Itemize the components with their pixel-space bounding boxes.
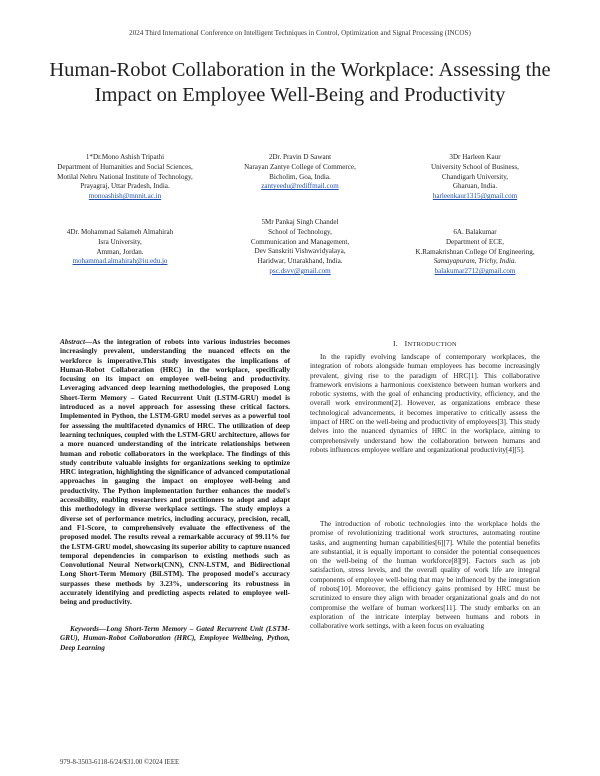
author-4 <box>25 228 215 267</box>
author-affiliation: Chandigarh University, <box>441 172 509 181</box>
section-number: I. <box>393 339 399 348</box>
abstract-text: As the integration of robots into various industries becomes increasingly prevalent, understanding the nuanced effects on the workforce is imperative.This study investigates the implications of Human-Robot Collaboration (HRC) in the workplace, specifically focusing on its impact on employee well-being and productivity. Leveraging advanced deep learning methodologies, the proposed Long Short-Term Memory – Gated Recurrent Unit (LSTM-GRU) model is introduced as a novel approach for assessing these critical factors. Implemented in Python, the LSTM-GRU model serves as a powerful tool for assessing the multifaceted dynamics of HRC. The utilization of deep learning techniques, coupled with the LSTM-GRU architecture, allows for a more nuanced understanding of the intricate relationships between human and robotic collaborators in the workplace. The findings of this study contribute valuable insights for organizations seeking to optimize HRC integration, highlighting the significance of advanced computational approaches in gauging the impact on employee well-being and productivity. The Python implementation further enhances the model's accessibility, enabling researchers and practitioners to adopt and adapt this methodology in diverse workplace settings. The study employs a diverse set of performance metrics, including accuracy, precision, recall, and F1-Score, to comprehensively evaluate the effectiveness of the proposed model. The results reveal a remarkable accuracy of 99.11% for the LSTM-GRU model, showcasing its superior ability to capture nuanced temporal dependencies in comparison to existing methods such as Convolutional Neural Network(CNN), CNN-LSTM, and Bidirectional Long Short-Term Memory (BiLSTM). The proposed model's accuracy surpasses these methods by 3.23%, underscoring its robustness in accurately identifying and predicting aspects related to employee well-being and productivity. <box>60 338 290 607</box>
author-affiliation: Bicholim, Goa, India. <box>269 172 331 181</box>
author-affiliation: K.Ramakrishnan College Of Engineering, <box>415 247 535 256</box>
author-affiliation: Isra University, <box>98 237 142 246</box>
abstract-label: Abstract <box>60 338 85 346</box>
author-affiliation: Samayapuram, Trichy, India. <box>433 257 517 266</box>
copyright-footer: 979-8-3503-6118-6/24/$31.00 ©2024 IEEE <box>60 759 180 766</box>
section-title-rest: NTRODUCTION <box>407 341 457 348</box>
keywords-label: Keywords <box>70 625 99 633</box>
author-2 <box>210 153 390 192</box>
paper-title: Human-Robot Collaboration in the Workplace: Assessing the Impact on Employee Well-Being and Productivity <box>49 59 551 106</box>
author-affiliation: Haridwar, Uttarakhand, India. <box>257 257 343 266</box>
intro-paragraph-2: The introduction of robotic technologies into the workplace holds the promise of revolutionizing traditional work structures, automating routine tasks, and augmenting human capabilities[6][7]. While the potential benefits are substantial, it is equally important to consider the potential consequences on the well-being of the human workforce[8][9]. Factors such as job satisfaction, stress levels, and the overall quality of work life are integral components of employee well-being that may be influenced by the integration of robots[10]. Moreover, the efficiency gains promised by HRC must be scrutinized to ensure they align with broader organizational goals and do not compromise the welfare of human workers[11]. The study embarks on an exploration of the intricate interplay between humans and robots in collaborative work settings, with a keen focus on evaluating <box>310 520 540 631</box>
intro-paragraph-1: In the rapidly evolving landscape of contemporary workplaces, the integration of robots alongside human employees has become increasingly prevalent, giving rise to the paradigm of HRC[1]. This collaborative framework envisions a harmonious coexistence between human workers and robotic systems, with the goal of enhancing productivity, efficiency, and the overall work environment[2]. However, as organizations embrace these technological advancements, it becomes imperative to critically assess the impact of HRC on the well-being and productivity of employees[3]. This study delves into the nuanced dynamics of HRC in the workplace, aiming to comprehensively understand how the collaboration between humans and robots influences employee welfare and organizational productivity[4][5]. <box>310 353 540 454</box>
author-affiliation: Amman, Jordan. <box>96 247 144 256</box>
author-name: 5Mr Pankaj Singh Chandel <box>261 218 339 226</box>
keywords: Keywords—Long Short-Term Memory – Gated Recurrent Unit (LSTM-GRU), Human-Robot Collaboration (HRC), Employee Wellbeing, Python, Deep Learning <box>60 625 290 652</box>
author-name: 3Dr Harleen Kaur <box>449 153 501 161</box>
author-name: 6A. Balakumar <box>453 228 497 236</box>
keywords-text: Long Short-Term Memory – Gated Recurrent Unit (LSTM-GRU), Human-Robot Collaboration (HRC), Employee Wellbeing, Python, Deep Learning <box>60 625 290 652</box>
author-affiliation: Motilal Nehru National Institute of Technology, <box>57 172 193 181</box>
author-email-link[interactable]: harleenkaur1315@gmail.com <box>432 192 518 201</box>
author-6 <box>385 228 565 277</box>
author-5 <box>210 218 390 277</box>
author-affiliation: Department of Humanities and Social Sciences, <box>57 162 193 171</box>
abstract: Abstract—As the integration of robots into various industries becomes increasingly prevalent, understanding the nuanced effects on the workforce is imperative.This study investigates the implications of Human-Robot Collaboration (HRC) in the workplace, specifically focusing on its impact on employee well-being and productivity. Leveraging advanced deep learning methodologies, the proposed Long Short-Term Memory – Gated Recurrent Unit (LSTM-GRU) model is introduced as a novel approach for assessing these critical factors. Implemented in Python, the LSTM-GRU model serves as a powerful tool for assessing the multifaceted dynamics of HRC. The utilization of deep learning techniques, coupled with the LSTM-GRU architecture, allows for a more nuanced understanding of the intricate relationships between human and robotic collaborators in the workplace. The findings of this study contribute valuable insights for organizations seeking to optimize HRC integration, highlighting the significance of advanced computational approaches in gauging the impact on employee well-being and productivity. The Python implementation further enhances the model's accessibility, enabling researchers and practitioners to adopt and adapt this methodology in diverse workplace settings. The study employs a diverse set of performance metrics, including accuracy, precision, recall, and F1-Score, to comprehensively evaluate the effectiveness of the proposed model. The results reveal a remarkable accuracy of 99.11% for the LSTM-GRU model, showcasing its superior ability to capture nuanced temporal dependencies in comparison to existing methods such as Convolutional Neural Network(CNN), CNN-LSTM, and Bidirectional Long Short-Term Memory (BiLSTM). The proposed model's accuracy surpasses these methods by 3.23%, underscoring its robustness in accurately identifying and predicting aspects related to employee well-being and productivity. <box>60 338 290 607</box>
author-email-link[interactable]: zantyeedu@rediffmail.com <box>261 182 339 191</box>
author-1 <box>30 153 220 202</box>
author-affiliation: Communication and Management, <box>250 237 350 246</box>
author-email-link[interactable]: monoashish@mnnit.ac.in <box>88 192 162 201</box>
author-affiliation: Prayagraj, Uttar Pradesh, India. <box>80 182 170 191</box>
author-affiliation: Department of ECE, <box>445 237 505 246</box>
author-name: 1*Dr.Mono Ashish Tripathi <box>85 153 165 161</box>
author-email-link[interactable]: mohammad.almahirah@iu.edu.jo <box>72 257 168 266</box>
section-heading-introduction <box>310 339 540 348</box>
author-email-link[interactable]: psc.dsvv@gmail.com <box>269 266 331 275</box>
author-name: 4Dr. Mohammad Salameh Almahirah <box>66 228 174 236</box>
author-affiliation: School of Technology, <box>268 227 332 236</box>
author-affiliation: University School of Business, <box>431 162 519 171</box>
author-affiliation: Dev Sanskriti Vishwavidyalaya, <box>254 247 346 256</box>
author-name: 2Dr. Pravin D Sawant <box>268 153 332 161</box>
author-affiliation: Narayan Zantye College of Commerce, <box>244 162 356 171</box>
author-email-link[interactable]: balakumar2712@gmail.com <box>434 267 516 276</box>
section-title-initial: I <box>404 339 408 348</box>
conference-header: 2024 Third International Conference on Intelligent Techniques in Control, Optimization and Signal Processing (INCOS) <box>129 29 471 37</box>
author-affiliation: Gharuan, India. <box>452 182 498 191</box>
author-3 <box>385 153 565 202</box>
